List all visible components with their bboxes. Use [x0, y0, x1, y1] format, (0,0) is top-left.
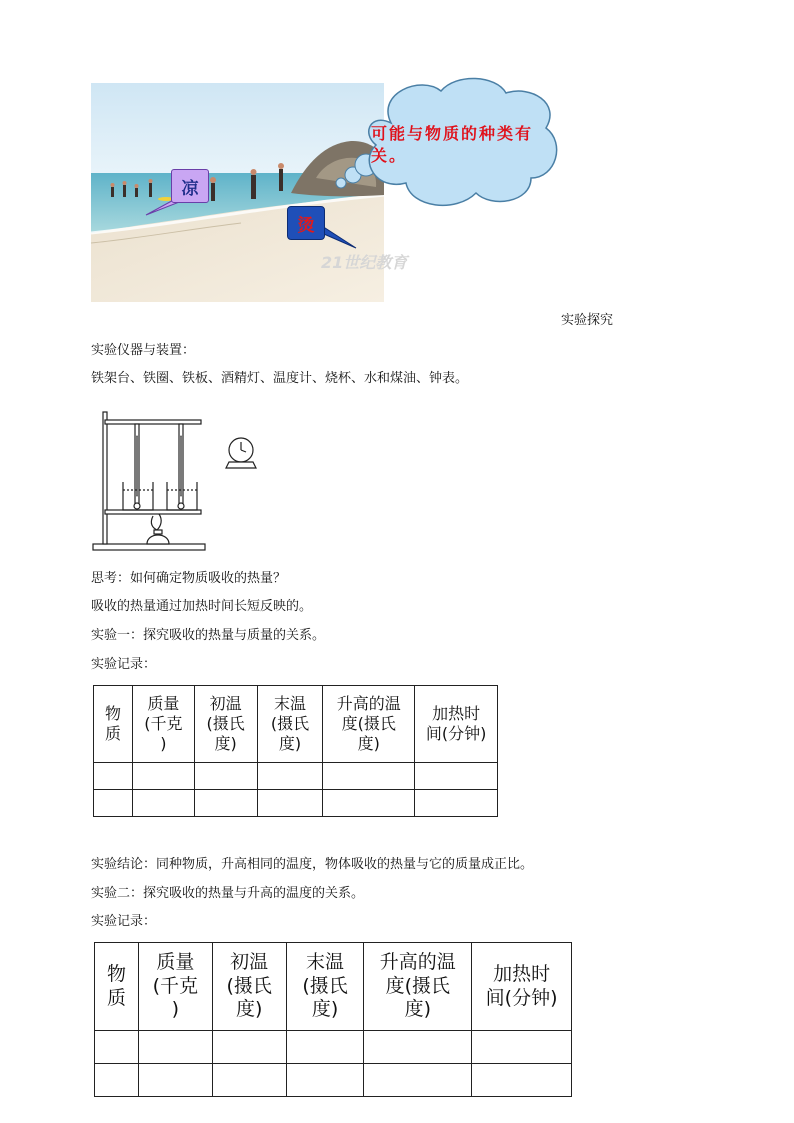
header-initial-temp: 初温 (摄氏 度) — [212, 943, 286, 1031]
table-cell — [212, 1031, 286, 1064]
table-cell — [364, 1064, 472, 1097]
equipment-list: 铁架台、铁圈、铁板、酒精灯、温度计、烧杯、水和煤油、钟表。 — [91, 371, 469, 386]
table-cell — [286, 1031, 364, 1064]
header-final-temp: 末温 (摄氏 度) — [257, 686, 323, 763]
header-substance: 物 质 — [94, 686, 133, 763]
table-cell — [472, 1064, 572, 1097]
experiment1-conclusion: 实验结论：同种物质，升高相同的温度，物体吸收的热量与它的质量成正比。 — [91, 857, 534, 872]
think-answer: 吸收的热量通过加热时间长短反映的。 — [91, 599, 313, 614]
experiment1-title: 实验一：探究吸收的热量与质量的关系。 — [91, 628, 326, 643]
table-cell — [132, 790, 194, 817]
table-cell — [138, 1031, 212, 1064]
header-temp-rise: 升高的温 度(摄氏 度) — [364, 943, 472, 1031]
table-header-row — [94, 686, 498, 763]
header-temp-rise: 升高的温 度(摄氏 度) — [323, 686, 415, 763]
header-final-temp: 末温 (摄氏 度) — [286, 943, 364, 1031]
beach-illustration — [91, 83, 551, 303]
table-cell — [415, 763, 498, 790]
table-cell — [94, 763, 133, 790]
apparatus-diagram — [91, 406, 271, 554]
table-cell — [94, 790, 133, 817]
table-cell — [132, 763, 194, 790]
table-cell — [95, 1031, 139, 1064]
table-cell — [194, 763, 257, 790]
table-row — [95, 1031, 572, 1064]
table-cell — [257, 763, 323, 790]
header-mass: 质量 (千克 ) — [138, 943, 212, 1031]
header-initial-temp: 初温 (摄氏 度) — [194, 686, 257, 763]
table-cell — [472, 1031, 572, 1064]
cloud-text: 可能与物质的种类有关。 — [371, 124, 534, 165]
table-header-row — [95, 943, 572, 1031]
table-row — [95, 1064, 572, 1097]
table-cell — [364, 1031, 472, 1064]
table-cell — [323, 763, 415, 790]
experiment1-record-label: 实验记录： — [91, 657, 157, 672]
experiment2-title: 实验二：探究吸收的热量与升高的温度的关系。 — [91, 886, 365, 901]
experiment2-table — [94, 942, 572, 1097]
section-title: 实验探究 — [561, 313, 614, 328]
table-cell — [194, 790, 257, 817]
header-heating-time: 加热时 间(分钟) — [415, 686, 498, 763]
experiment2-record-label: 实验记录： — [91, 914, 157, 929]
callout-pointers — [91, 83, 551, 303]
experiment1-table — [93, 685, 498, 817]
table-cell — [95, 1064, 139, 1097]
header-substance: 物 质 — [95, 943, 139, 1031]
think-question: 思考：如何确定物质吸收的热量？ — [91, 571, 287, 586]
table-cell — [286, 1064, 364, 1097]
table-cell — [138, 1064, 212, 1097]
header-heating-time: 加热时 间(分钟) — [472, 943, 572, 1031]
cold-callout: 凉 — [171, 169, 209, 203]
table-row — [94, 790, 498, 817]
table-cell — [415, 790, 498, 817]
table-cell — [212, 1064, 286, 1097]
table-cell — [257, 790, 323, 817]
table-cell — [323, 790, 415, 817]
header-mass: 质量 (千克 ) — [132, 686, 194, 763]
svg-text:21世纪教育: 21世纪教育 — [321, 253, 408, 272]
hot-callout: 烫 — [287, 206, 325, 240]
equipment-heading: 实验仪器与装置： — [91, 343, 196, 358]
table-row — [94, 763, 498, 790]
